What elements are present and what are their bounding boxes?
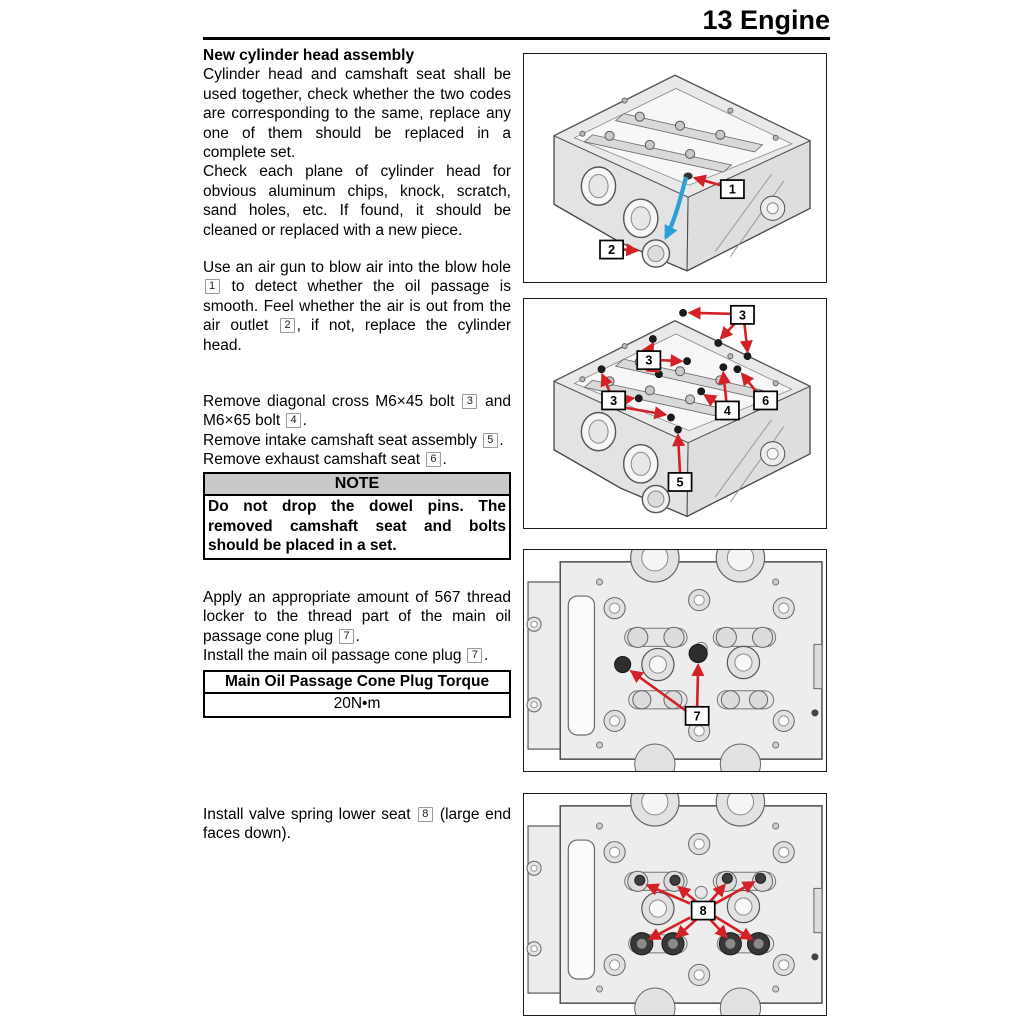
valve-seat: [722, 873, 732, 883]
svg-text:3: 3: [738, 308, 746, 323]
red-arrow: [744, 324, 747, 351]
inline-ref-7: 7: [339, 629, 354, 644]
callout-6: [754, 391, 777, 409]
callout-8: [692, 901, 715, 919]
callout-4: [716, 401, 739, 419]
paragraph-remove-exhaust-seat: Remove exhaust camshaft seat 6 .: [203, 451, 447, 469]
svg-text:5: 5: [676, 475, 684, 490]
torque-table-value: 20N•m: [333, 695, 381, 713]
svg-text:1: 1: [728, 182, 736, 197]
svg-text:2: 2: [608, 243, 616, 258]
svg-text:8: 8: [699, 904, 707, 919]
svg-text:3: 3: [645, 353, 653, 368]
red-arrow: [697, 666, 698, 707]
section-valve-seat: [203, 805, 511, 844]
oil-plug-right: [689, 644, 707, 662]
figure-valve-spring-seats: [523, 793, 827, 1016]
red-arrow: [661, 360, 681, 361]
callout-1: [721, 180, 744, 198]
section-cone-plug: [203, 588, 511, 666]
paragraph-remove-intake-seat: Remove intake camshaft seat assembly 5 .: [203, 431, 504, 449]
inline-ref-4: 4: [286, 413, 301, 428]
svg-text:6: 6: [762, 393, 770, 408]
callout-2: [600, 240, 623, 258]
red-arrow-2: [624, 250, 637, 251]
inline-ref-8: 8: [418, 807, 433, 822]
note-box: [203, 472, 511, 560]
section-air-gun: [203, 258, 511, 355]
callout-5: [668, 473, 691, 491]
svg-text:7: 7: [693, 709, 701, 724]
valve-seat: [670, 875, 680, 885]
paragraph-airgun: Use an air gun to blow air into the blow hole 1 to detect whether the oil passage is smooth. Feel whether the air is out from the air outlet 2 , if not, replace the cylinder head.: [203, 259, 511, 354]
red-arrow: [690, 313, 731, 314]
inline-ref-2: 2: [280, 318, 295, 333]
callout-3-left: [602, 391, 625, 409]
section-heading: New cylinder head assembly: [203, 47, 415, 64]
section-remove: [203, 392, 511, 470]
torque-table: [203, 670, 511, 718]
torque-table-header: Main Oil Passage Cone Plug Torque: [205, 672, 509, 694]
callout-7: [686, 707, 709, 725]
svg-text:4: 4: [723, 404, 731, 419]
section-new-cylinder-head: [203, 46, 511, 240]
figure-camshaft-seat-bolts: [523, 298, 827, 529]
header-rule: [203, 37, 830, 40]
paragraph-intro-2: Check each plane of cylinder head for obvious aluminum chips, knock, scratch, sand holes, etc. If found, it should be cleaned or replaced with a new piece.: [203, 163, 511, 239]
figure-air-passage-check: [523, 53, 827, 283]
figure-oil-passage-plugs: [523, 549, 827, 772]
callout-3-middle: [637, 351, 660, 369]
red-arrow: [626, 398, 633, 399]
callout-3-top: [731, 306, 754, 324]
paragraph-intro-1: Cylinder head and camshaft seat shall be used together, check whether the two codes are corresponding to the same, replace any one of them should be replaced in a complete set.: [203, 66, 511, 162]
page-title: 13 Engine: [702, 5, 830, 35]
valve-seat: [635, 875, 645, 885]
svg-text:3: 3: [610, 393, 618, 408]
note-body: Do not drop the dowel pins. The removed camshaft seat and bolts should be placed in a set.: [208, 498, 506, 554]
inline-ref-6: 6: [426, 452, 441, 467]
note-title: NOTE: [205, 474, 509, 496]
paragraph-remove-bolts: Remove diagonal cross M6×45 bolt 3 and M6×65 bolt 4 .: [203, 393, 511, 430]
paragraph-valve-seat: Install valve spring lower seat 8 (large end faces down).: [203, 806, 512, 843]
inline-ref-5: 5: [483, 433, 498, 448]
inline-ref-3: 3: [462, 394, 477, 409]
valve-seat: [756, 873, 766, 883]
paragraph-apply-locker: Apply an appropriate amount of 567 thread locker to the thread part of the main oil passage cone plug 7 .: [203, 589, 511, 645]
inline-ref-7: 7: [467, 648, 482, 663]
inline-ref-1: 1: [205, 279, 220, 294]
oil-plug-left: [615, 656, 631, 672]
paragraph-install-plug: Install the main oil passage cone plug 7 .: [203, 647, 489, 665]
